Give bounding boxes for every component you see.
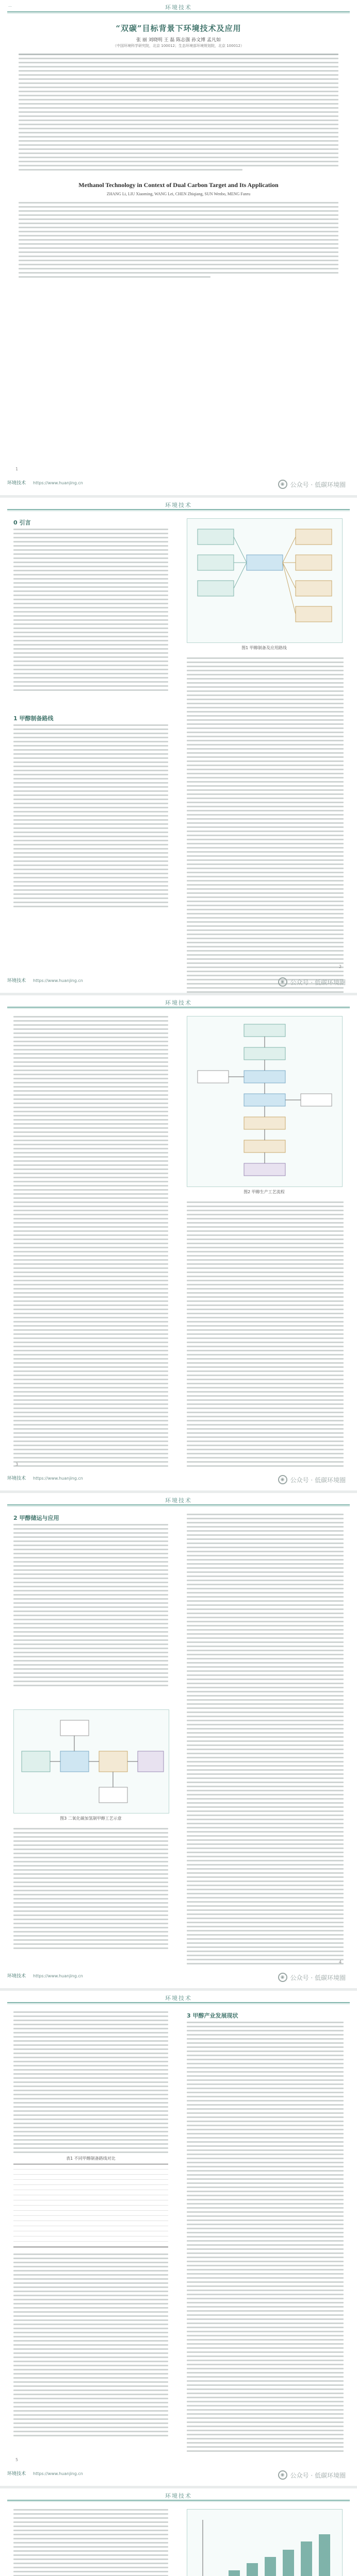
figure-3 <box>13 1709 169 1814</box>
running-head: 环境技术 <box>0 498 357 513</box>
page-1 <box>0 0 357 495</box>
footer-url[interactable]: https://www.huanjing.cn <box>33 481 83 485</box>
issue-line: … <box>8 4 12 8</box>
figure-4 <box>187 2509 343 2576</box>
watermark: ◉ 公众号 · 低碳环境圈 <box>278 1973 346 1982</box>
section-heading: 0 引言 <box>13 519 31 526</box>
wechat-icon: ◉ <box>278 977 287 987</box>
table-1 <box>13 2164 168 2247</box>
english-abstract <box>19 202 338 278</box>
page-2: 环境技术 0 引言 1 甲醇制备路线 图1 甲醇制备及应用路线 2 环境技术 https://www.huanjing.cn ◉ 公众号 · 低碳环境圈 <box>0 498 357 993</box>
section-heading: 1 甲醇制备路线 <box>13 715 54 722</box>
watermark: ◉ 公众号 · 低碳环境圈 <box>278 2470 346 2480</box>
running-head <box>0 0 357 15</box>
english-title: Methanol Technology in Context of Dual Carbon Target and Its Application <box>78 181 279 189</box>
figure-caption: 图1 甲醇制备及应用路线 <box>241 646 287 650</box>
figure-1 <box>187 518 343 643</box>
chinese-abstract <box>19 54 338 171</box>
wechat-icon: ◉ <box>278 1475 287 1484</box>
page-3: 环境技术 图2 甲醇生产工艺流程 3 环境技术 https://www.huanjing.cn ◉ 公众号 · 低碳环境圈 <box>0 995 357 1490</box>
figure-caption: 图2 甲醇生产工艺流程 <box>244 1190 285 1194</box>
english-authors: ZHANG Li, LIU Xiaoming, WANG Lei, CHEN Zhiqiang, SUN Wenbo, MENG Fanru <box>106 192 251 196</box>
page-number: 2 <box>338 964 342 969</box>
page-4: 环境技术 2 甲醇储运与应用 图3 二氧化碳加氢制甲醇工艺示意 4 环境技术 https://www.huanjing.cn ◉ 公众号 · 低碳环境圈 <box>0 1493 357 1988</box>
paper-affiliation: （中国环境科学研究院，北京 100012；生态环境部环境规划院，北京 100012） <box>113 44 244 48</box>
paper-authors: 张 丽 刘晓明 王 磊 陈志强 孙文博 孟凡如 <box>136 38 221 43</box>
watermark: ◉ 公众号 · 低碳环境圈 <box>278 977 346 987</box>
journal-name: 环境技术 <box>165 4 192 11</box>
page-5: 环境技术 表1 不同甲醇制备路线对比 3 甲醇产业发展现状 5 环境技术 https://www.huanjing.cn ◉ 公众号 · 低碳环境圈 <box>0 1991 357 2486</box>
watermark: ◉ 公众号 · 低碳环境圈 <box>278 480 346 489</box>
wechat-icon: ◉ <box>278 480 287 489</box>
watermark: ◉ 公众号 · 低碳环境圈 <box>278 1475 346 1484</box>
footer-logo: 环境技术 <box>7 481 26 486</box>
page-6: 环境技术 <box>0 2488 357 2576</box>
wechat-icon: ◉ <box>278 2470 287 2480</box>
wechat-icon: ◉ <box>278 1973 287 1982</box>
figure-2 <box>187 1016 343 1187</box>
page-number: 1 <box>15 467 19 471</box>
paper-title: “双碳”目标背景下环境技术及应用 <box>116 24 241 33</box>
